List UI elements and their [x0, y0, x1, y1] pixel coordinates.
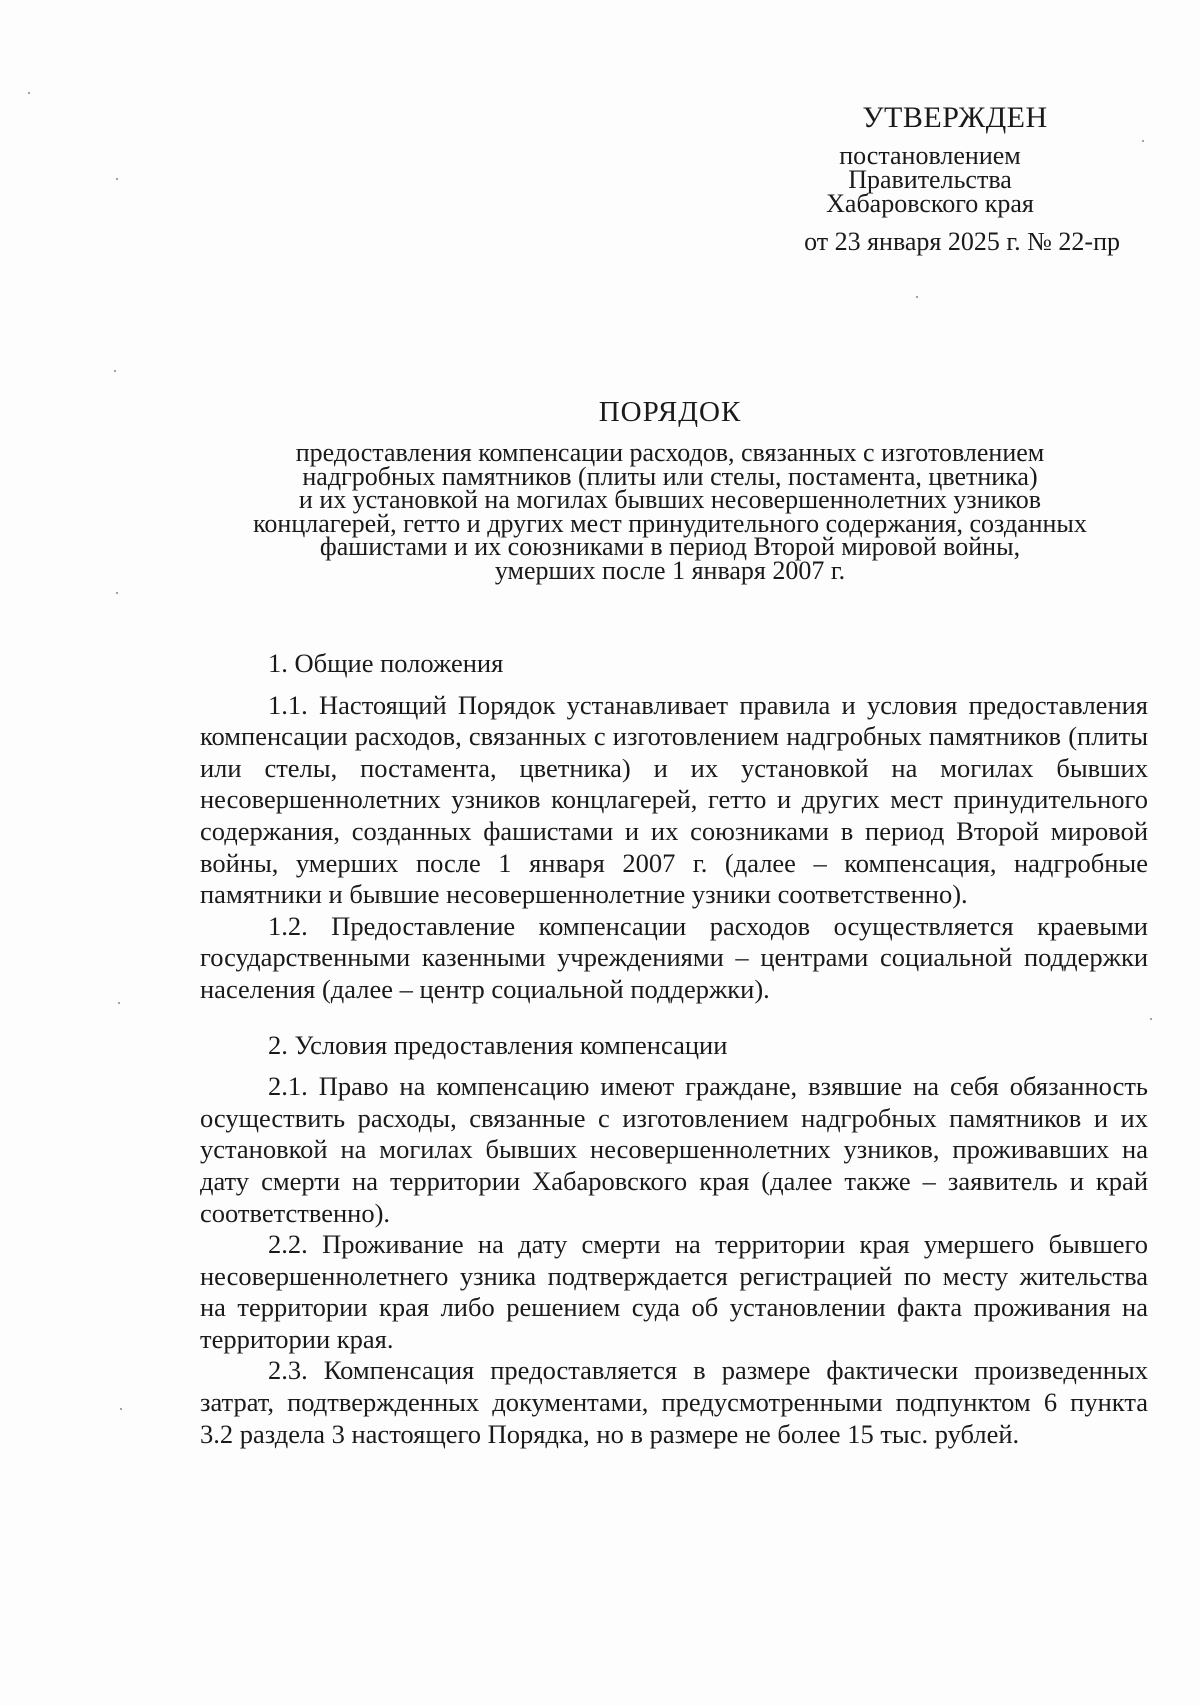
document-title-block [200, 396, 1140, 585]
approval-line-1: постановлением [839, 141, 1021, 170]
subtitle-line: предоставления компенсации расходов, связанных с изготовлением [295, 438, 1045, 467]
paragraph-1-1: 1.1. Настоящий Порядок устанавливает правила и условия предоставления компенсации расходов, связанных с изготовлением надгробных памятников (плиты или стелы, постамента, цветника) и их установкой на могилах бывших несовершеннолетних узников концлагерей, гетто и других мест принудительного содержания, созданных фашистами и их союзниками в период Второй мировой войны, умерших после 1 января 2007 г. (далее – компенсация, надгробные памятники и бывшие несовершеннолетние узники соответственно). [200, 689, 1148, 910]
scan-speck [114, 370, 116, 372]
subtitle-line: фашистами и их союзниками в период Второй мировой войны, [319, 532, 1021, 561]
approval-line-2: Правительства [848, 165, 1012, 194]
scan-speck [118, 1002, 120, 1004]
subtitle-line: надгробных памятников (плиты или стелы, постамента, цветника) [302, 461, 1038, 491]
subtitle-line: умерших после 1 января 2007 г. [494, 555, 846, 585]
subtitle-line: концлагерей, гетто и других мест принудительного содержания, созданных [253, 508, 1087, 538]
document-subtitle [200, 438, 1140, 585]
scan-speck [116, 178, 118, 180]
document-title: ПОРЯДОК [598, 396, 742, 428]
document-body [200, 648, 1148, 1450]
scan-speck [1142, 140, 1144, 142]
paragraph-2-3: 2.3. Компенсация предоставляется в размере фактически произведенных затрат, подтвержденных документами, предусмотренными подпунктом 6 пункта 3.2 раздела 3 настоящего Порядка, но в размере не более 15 тыс. рублей. [200, 1355, 1148, 1449]
approval-block [740, 101, 1120, 256]
scan-speck [28, 92, 30, 94]
paragraph-2-1: 2.1. Право на компенсацию имеют граждане, взявшие на себя обязанность осуществить расходы, связанные с изготовлением надгробных памятников и их установкой на могилах бывших несовершеннолетних узников, проживавших на дату смерти на территории Хабаровского края (далее также – заявитель и край соответственно). [200, 1071, 1148, 1228]
subtitle-line: и их установкой на могилах бывших несовершеннолетних узников [298, 485, 1042, 514]
paragraph-2-2: 2.2. Проживание на дату смерти на территории края умершего бывшего несовершеннолетнего узника подтверждается регистрацией по месту жительства на территории края либо решением суда об установлении факта проживания на территории края. [200, 1229, 1148, 1354]
paragraph-1-2: 1.2. Предоставление компенсации расходов осуществляется краевыми государственными казенными учреждениями – центрами социальной поддержки населения (далее – центр социальной поддержки). [200, 910, 1148, 1004]
section-spacer [200, 1006, 1148, 1030]
approval-stamp: УТВЕРЖДЕН [862, 101, 1048, 134]
section-heading-general: 1. Общие положения [268, 648, 504, 678]
approval-date: от 23 января 2025 г. № 22-пр [804, 227, 1120, 256]
section-heading-conditions: 2. Условия предоставления компенсации [268, 1029, 728, 1060]
approval-line-3: Хабаровского края [826, 189, 1034, 218]
scan-speck [916, 296, 918, 298]
scan-speck [1150, 1018, 1152, 1020]
scan-speck [120, 1408, 122, 1410]
scan-speck [116, 592, 118, 594]
